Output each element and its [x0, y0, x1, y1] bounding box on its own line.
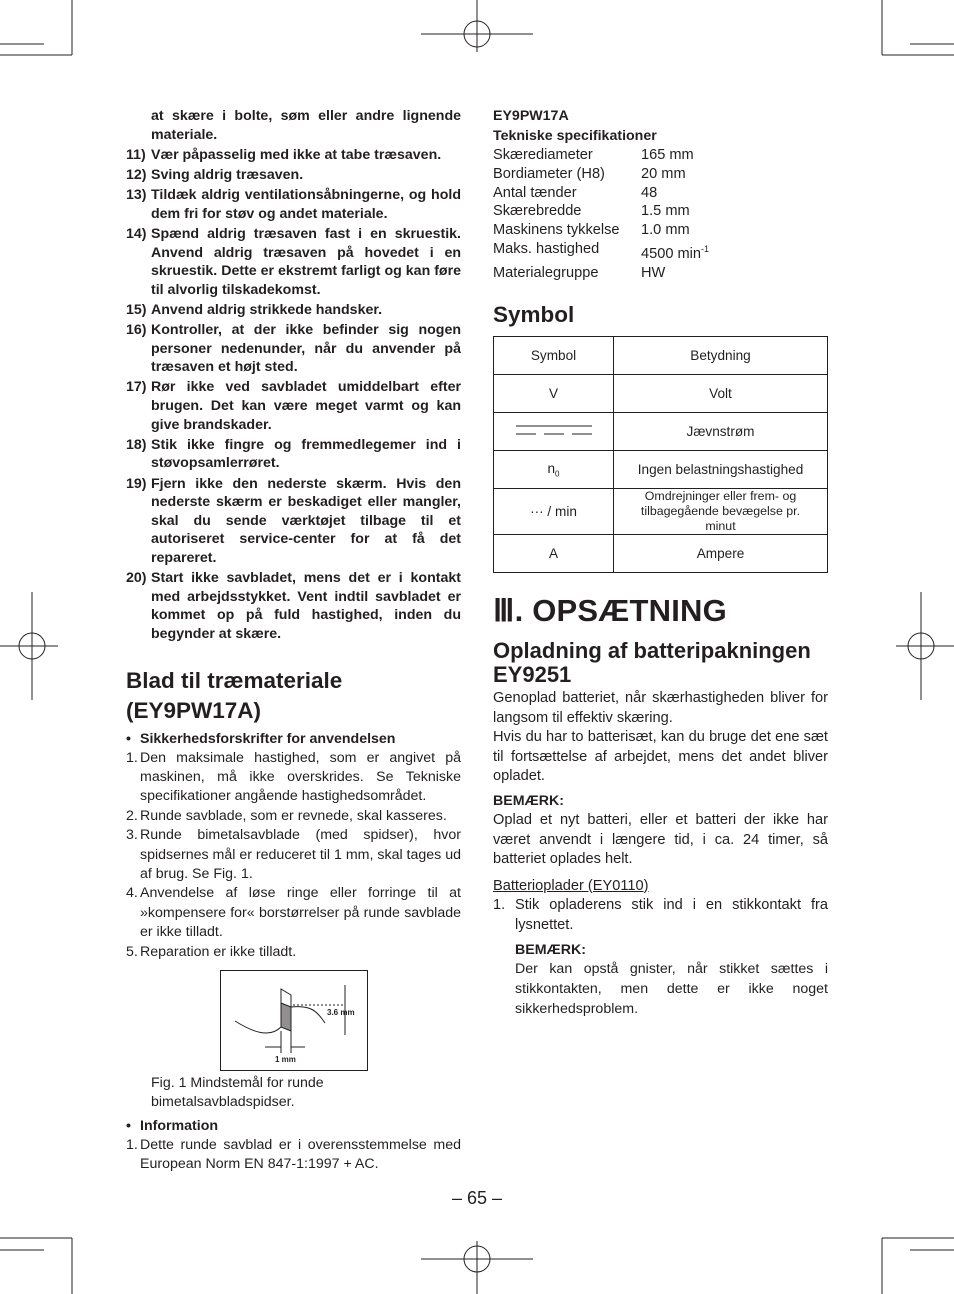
spec-value	[641, 202, 690, 221]
symbol-text: n	[547, 461, 556, 477]
spec-key: Skærebredde	[493, 203, 582, 220]
warning-text: Rør ikke ved savbladet umiddelbart efter brugen. Det kan være meget varmt og kan give brandskader.	[151, 379, 461, 433]
warning-number: 14)	[126, 225, 147, 242]
symbol-row	[494, 489, 828, 535]
warning-number: 17)	[126, 379, 147, 396]
spec-row	[493, 240, 828, 264]
safety-item-text: Reparation er ikke tilladt.	[140, 943, 297, 960]
step-item-number: 1.	[493, 897, 506, 914]
dim-label-top: 3.6 mm	[327, 1008, 355, 1018]
symbol-table	[493, 336, 828, 573]
spec-key: Skærediameter	[493, 147, 593, 163]
warning-number: 16)	[126, 322, 147, 339]
safety-item-text: Runde bimetalsavblade (med spidser), hvor spidsernes mål er reduceret til 1 mm, skal tages ud af brug. Se Fig. 1.	[140, 827, 461, 882]
spec-row	[493, 221, 828, 240]
step-item	[493, 896, 828, 935]
meaning-cell: Ingen belastningshastighed	[614, 451, 828, 489]
meaning-cell: Jævnstrøm	[614, 413, 828, 451]
sub-note	[493, 941, 828, 1019]
blade-tip-diagram	[221, 971, 367, 1070]
warning-number: 13)	[126, 187, 147, 204]
spec-row	[493, 165, 828, 184]
spec-value	[641, 221, 690, 240]
safety-item-number: 1.	[126, 749, 138, 766]
spec-value-text: HW	[641, 264, 666, 281]
symbol-cell	[494, 375, 614, 413]
charging-paragraph: Genoplad batteriet, når skærhastigheden bliver for langsom til effektiv skæring.	[493, 690, 828, 726]
warning-item	[126, 225, 461, 299]
spec-row	[493, 146, 828, 165]
model-label: EY9PW17A	[493, 108, 569, 124]
safety-item	[126, 807, 461, 826]
warning-continuation: at skære i bolte, søm eller andre lignende materiale.	[151, 108, 461, 143]
symbol-cell	[494, 489, 614, 535]
spec-title: Tekniske specifikationer	[493, 128, 657, 144]
warning-text: Spænd aldrig træsaven fast i en skruestik. Anvend aldrig træsaven på hovedet i en skruestik. Dette er ekstremt farligt og kan føre til alvorlig tilskadekomst.	[151, 225, 461, 298]
warning-text: Start ikke savbladet, mens det er i kontakt med arbejdsstykket. Vent indtil savbladet er kommet op på fuld hastighed, inden du begynder at skære.	[151, 570, 461, 642]
dim-label-bottom: 1 mm	[275, 1055, 296, 1065]
charging-paragraph: Hvis du har to batterisæt, kan du bruge det ene sæt til fortsættelse af arbejdet, mens det andet bliver opladet.	[493, 729, 828, 785]
warning-item	[126, 186, 461, 223]
spec-value-text: 1.5 mm	[641, 203, 690, 220]
blade-heading: Blad til træmateriale (EY9PW17A)	[126, 667, 343, 723]
safety-item-text: Den maksimale hastighed, som er angivet på maskinen, må ikke overskrides. Se Tekniske specifikationer angående hastighedsområdet.	[140, 749, 461, 805]
safety-item-text: Anvendelse af løse ringe eller forringe til at »kompensere for« borstørrelser på runde savblade er ikke tilladt.	[140, 885, 461, 941]
symbol-row	[494, 375, 828, 413]
left-column	[126, 107, 461, 1175]
spec-key: Maks. hastighed	[493, 240, 600, 257]
symbol-cell	[494, 413, 614, 451]
safety-item	[126, 943, 461, 962]
spec-key: Bordiameter (H8)	[493, 165, 605, 182]
warning-text: Anvend aldrig strikkede handsker.	[151, 301, 383, 318]
spec-list	[493, 146, 828, 282]
info-list	[126, 1136, 461, 1175]
warning-text: Tildæk aldrig ventilationsåbningerne, og hold dem fri for støv og andet materiale.	[151, 187, 461, 222]
symbol-table-header	[494, 337, 828, 375]
warning-text: Fjern ikke den nederste skærm. Hvis den nederste skærm er beskadiget eller mangler, skal du sende værktøjet tilbage til et autoriseret service-center for at få det repareret.	[151, 475, 461, 566]
warning-item	[126, 378, 461, 434]
spec-value	[641, 264, 665, 283]
spec-key: Materialegruppe	[493, 264, 599, 281]
spec-value-sup: -1	[701, 243, 710, 254]
meaning-cell: Ampere	[614, 535, 828, 573]
safety-item-text: Runde savblade, som er revnede, skal kasseres.	[140, 807, 447, 824]
warning-item	[126, 166, 461, 185]
spec-value-text: 1.0 mm	[641, 222, 690, 239]
spec-value-text: 4500 min	[641, 245, 702, 262]
safety-bullet: • Sikkerhedsforskrifter for anvendelsen	[126, 730, 396, 747]
warning-number: 20)	[126, 570, 147, 587]
warning-number: 11)	[126, 146, 146, 163]
sub-note-heading: BEMÆRK:	[515, 941, 586, 958]
spec-value	[641, 184, 657, 203]
warning-item	[126, 321, 461, 377]
spec-key: Maskinens tykkelse	[493, 222, 620, 239]
symbol-cell	[494, 451, 614, 489]
meaning-cell: Omdrejninger eller frem- og tilbagegående bevægelse pr. minut	[614, 489, 828, 535]
spec-row	[493, 264, 828, 283]
info-item	[126, 1136, 461, 1175]
warning-number: 19)	[126, 475, 147, 492]
spec-value-text: 48	[641, 184, 658, 201]
symbol-row	[494, 451, 828, 489]
symbol-text: V	[548, 386, 559, 402]
symbol-subscript: 0	[555, 469, 560, 479]
meaning-cell: Volt	[614, 375, 828, 413]
warnings-list	[126, 146, 461, 644]
info-bullet: • Information	[126, 1117, 219, 1134]
warning-item	[126, 301, 461, 320]
safety-item-number: 4.	[126, 885, 138, 902]
charger-link: Batterioplader (EY0110)	[493, 877, 649, 894]
symbol-text: A	[548, 546, 559, 562]
spec-value-text: 165 mm	[641, 147, 694, 163]
safety-item	[126, 826, 461, 884]
figure-caption: Fig. 1 Mindstemål for runde bimetalsavbladspidser.	[151, 1075, 324, 1111]
info-item-text: Dette runde savblad er i overensstemmelse med European Norm EN 847-1:1997 + AC.	[140, 1136, 461, 1173]
warning-text: Vær påpasselig med ikke at tabe træsaven.	[151, 146, 442, 163]
figure-1	[220, 970, 368, 1071]
charging-heading: Opladning af batteripakningen EY9251	[493, 638, 811, 688]
page-number: – 65 –	[451, 1188, 503, 1208]
info-item-number: 1.	[126, 1136, 138, 1153]
spec-row	[493, 184, 828, 203]
safety-item	[126, 884, 461, 942]
note-heading: BEMÆRK:	[493, 793, 564, 810]
warning-number: 15)	[126, 301, 147, 318]
spec-value	[641, 146, 694, 165]
warning-number: 18)	[126, 436, 147, 453]
section-heading: Ⅲ. OPSÆTNING	[493, 593, 727, 629]
warning-item	[126, 436, 461, 473]
symbol-text: ··· / min	[530, 504, 577, 520]
note-text: Oplad et nyt batteri, eller et batteri der ikke har været anvendt i længere tid, i ca. 24 timer, så batteriet oplades helt.	[493, 812, 828, 868]
steps-list	[493, 896, 828, 935]
symbol-header-cell: Symbol	[494, 337, 614, 375]
step-item-text: Stik opladerens stik ind i en stikkontakt fra lysnettet.	[515, 897, 828, 933]
warning-text: Stik ikke fingre og fremmedlegemer ind i støvopsamlerrøret.	[151, 436, 461, 472]
spec-value-text: 20 mm	[641, 165, 686, 182]
warning-item	[126, 146, 461, 165]
safety-item-number: 2.	[126, 807, 138, 824]
warning-item	[126, 569, 461, 643]
right-column	[493, 107, 828, 1019]
warning-text: Kontroller, at der ikke befinder sig nogen personer nedenunder, når du anvender på træsaven et højt sted.	[151, 322, 461, 376]
meaning-header-cell: Betydning	[614, 337, 828, 375]
spec-row	[493, 202, 828, 221]
symbol-row	[494, 413, 828, 451]
spec-key: Antal tænder	[493, 184, 577, 201]
safety-item-number: 3.	[126, 827, 138, 844]
spec-value	[641, 165, 686, 184]
warning-text: Sving aldrig træsaven.	[151, 166, 304, 183]
symbol-heading: Symbol	[493, 302, 575, 328]
warning-item	[126, 475, 461, 568]
safety-item	[126, 749, 461, 807]
symbol-row	[494, 535, 828, 573]
spec-value	[641, 240, 709, 264]
warning-number: 12)	[126, 166, 147, 183]
dc-symbol-icon	[515, 425, 593, 440]
safety-list	[126, 749, 461, 962]
symbol-cell	[494, 535, 614, 573]
charging-paragraphs	[493, 689, 828, 786]
sub-note-text: Der kan opstå gnister, når stikket sættes i stikkontakten, men dette er ikke noget sikkerhedsproblem.	[515, 960, 828, 1017]
safety-item-number: 5.	[126, 943, 138, 960]
